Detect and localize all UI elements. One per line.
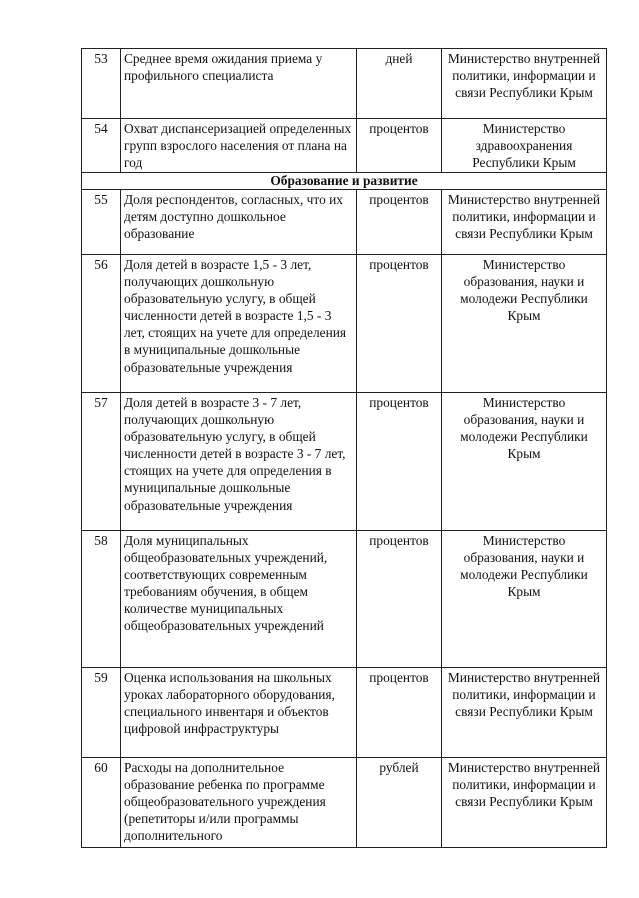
table-row [82, 393, 607, 531]
row-number: 58 [82, 531, 121, 668]
unit-of-measure: дней [357, 49, 442, 119]
indicators-table [81, 48, 607, 848]
responsible-ministry: Министерство внутренней политики, информации и связи Республики Крым [442, 668, 607, 758]
table-row [82, 49, 607, 119]
responsible-ministry: Министерство образования, науки и молодежи Республики Крым [442, 393, 607, 531]
row-number: 60 [82, 758, 121, 848]
unit-of-measure: процентов [357, 531, 442, 668]
table-row [82, 190, 607, 255]
responsible-ministry: Министерство внутренней политики, информации и связи Республики Крым [442, 190, 607, 255]
responsible-ministry: Министерство внутренней политики, информации и связи Республики Крым [442, 49, 607, 119]
table-row [82, 758, 607, 848]
row-number: 55 [82, 190, 121, 255]
row-number: 59 [82, 668, 121, 758]
responsible-ministry: Министерство образования, науки и молодежи Республики Крым [442, 255, 607, 393]
unit-of-measure: процентов [357, 119, 442, 173]
indicator-name: Оценка использования на школьных уроках лабораторного оборудования, специального инвентаря и объектов цифровой инфраструктуры [121, 668, 357, 758]
responsible-ministry: Министерство образования, науки и молодежи Республики Крым [442, 531, 607, 668]
indicator-name: Доля детей в возрасте 1,5 - 3 лет, получающих дошкольную образовательную услугу, в общей численности детей в возрасте 1,5 - 3 лет, стоящих на учете для определения в муниципальные дошкольные образовательные учреждения [121, 255, 357, 393]
section-header-row [82, 173, 607, 190]
unit-of-measure: рублей [357, 758, 442, 848]
row-number: 53 [82, 49, 121, 119]
indicator-name: Расходы на дополнительное образование ребенка по программе общеобразовательного учреждения (репетиторы и/или программы дополнительного [121, 758, 357, 848]
responsible-ministry: Министерство внутренней политики, информации и связи Республики Крым [442, 758, 607, 848]
row-number: 57 [82, 393, 121, 531]
indicator-name: Охват диспансеризацией определенных групп взрослого населения от плана на год [121, 119, 357, 173]
unit-of-measure: процентов [357, 255, 442, 393]
row-number: 54 [82, 119, 121, 173]
indicator-name: Среднее время ожидания приема у профильного специалиста [121, 49, 357, 119]
indicator-name: Доля респондентов, согласных, что их детям доступно дошкольное образование [121, 190, 357, 255]
unit-of-measure: процентов [357, 668, 442, 758]
table-row [82, 531, 607, 668]
responsible-ministry: Министерство здравоохранения Республики Крым [442, 119, 607, 173]
row-number: 56 [82, 255, 121, 393]
table-row [82, 119, 607, 173]
unit-of-measure: процентов [357, 393, 442, 531]
section-title: Образование и развитие [82, 173, 607, 190]
table-row [82, 668, 607, 758]
unit-of-measure: процентов [357, 190, 442, 255]
table-row [82, 255, 607, 393]
indicator-name: Доля муниципальных общеобразовательных учреждений, соответствующих современным требованиям обучения, в общем количестве муниципальных общеобразовательных учреждений [121, 531, 357, 668]
indicator-name: Доля детей в возрасте 3 - 7 лет, получающих дошкольную образовательную услугу, в общей численности детей в возрасте 3 - 7 лет, стоящих на учете для определения в муниципальные дошкольные образовательные учреждения [121, 393, 357, 531]
